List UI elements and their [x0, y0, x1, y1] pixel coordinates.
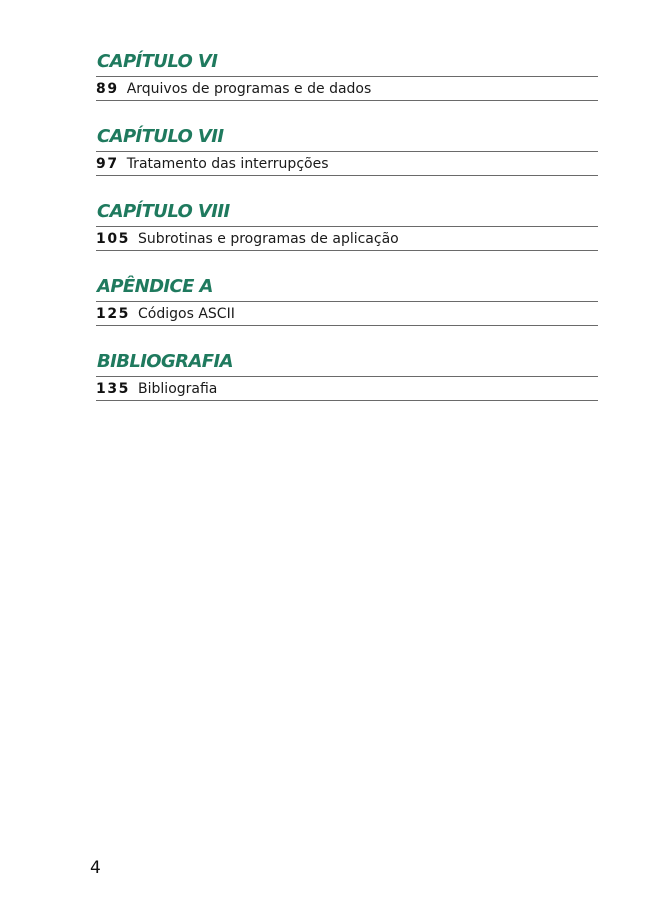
toc-entry[interactable] [96, 378, 217, 399]
entry-title: Subrotinas e programas de aplicação [138, 230, 399, 247]
entry-title: Códigos ASCII [138, 305, 235, 322]
entry-title: Arquivos de programas e de dados [126, 80, 372, 97]
toc-section-capitulo-viii [96, 197, 598, 272]
heading-rule [96, 301, 598, 302]
heading-rule [96, 151, 598, 152]
toc-entry[interactable] [96, 303, 235, 324]
entry-rule [96, 400, 598, 401]
section-heading: APÊNDICE A [97, 276, 213, 297]
entry-page-number: 89 [96, 80, 119, 97]
toc-section-apendice-a [96, 272, 598, 347]
heading-rule [96, 76, 598, 77]
entry-page-number: 105 [96, 230, 131, 247]
entry-title: Bibliografia [138, 380, 218, 397]
toc-section-bibliografia [96, 347, 598, 422]
entry-rule [96, 325, 598, 326]
entry-page-number: 135 [96, 380, 131, 397]
heading-rule [96, 376, 598, 377]
section-heading: CAPÍTULO VI [97, 51, 218, 72]
entry-page-number: 125 [96, 305, 131, 322]
section-heading: CAPÍTULO VII [97, 126, 224, 147]
entry-rule [96, 175, 598, 176]
toc-entry[interactable] [96, 78, 371, 99]
entry-title: Tratamento das interrupções [126, 155, 329, 172]
toc-section-capitulo-vi [96, 47, 598, 122]
section-heading: BIBLIOGRAFIA [97, 351, 233, 372]
entry-rule [96, 100, 598, 101]
entry-rule [96, 250, 598, 251]
table-of-contents [96, 47, 598, 422]
entry-page-number: 97 [96, 155, 119, 172]
toc-section-capitulo-vii [96, 122, 598, 197]
page-number: 4 [90, 858, 101, 878]
section-heading: CAPÍTULO VIII [97, 201, 230, 222]
toc-entry[interactable] [96, 228, 399, 249]
heading-rule [96, 226, 598, 227]
toc-entry[interactable] [96, 153, 328, 174]
